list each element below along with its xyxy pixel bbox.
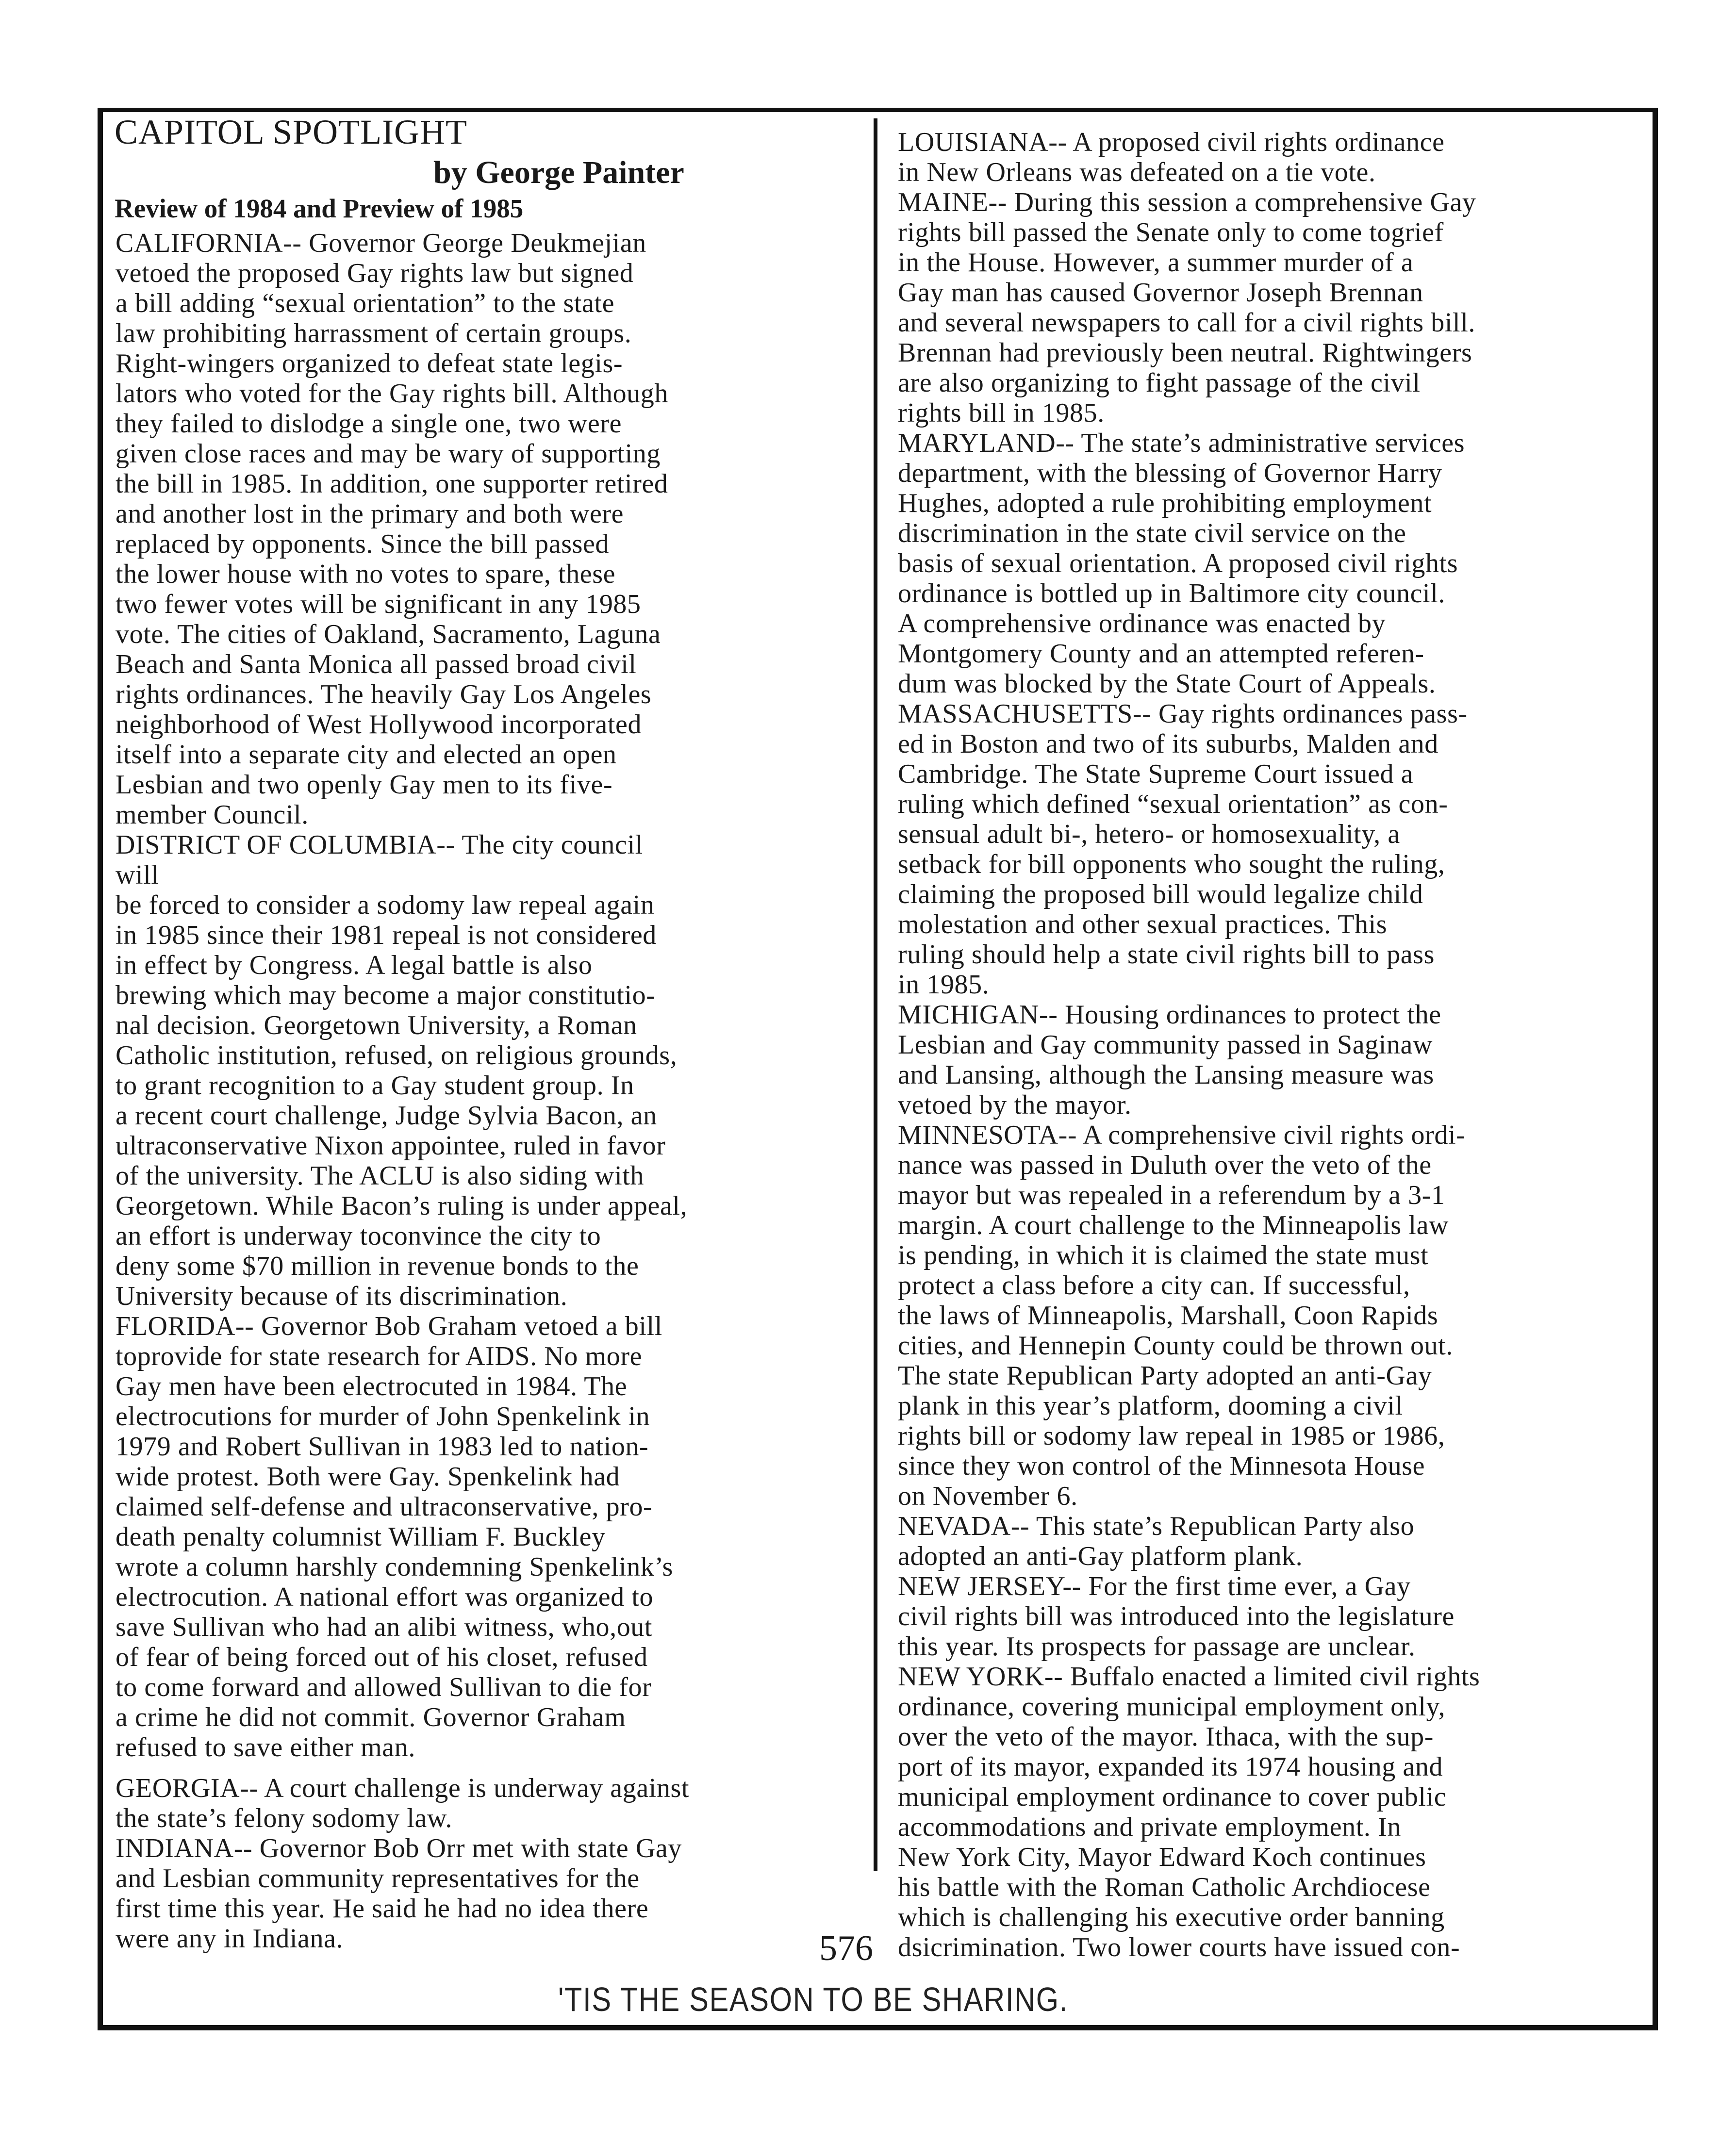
text-line: rights ordinances. The heavily Gay Los Angeles	[116, 679, 652, 709]
text-line: a bill adding “sexual orientation” to the state	[116, 288, 615, 318]
text-line: vetoed by the mayor.	[898, 1090, 1132, 1120]
text-line: be forced to consider a sodomy law repeal again	[116, 890, 655, 920]
text-line: University because of its discrimination.	[116, 1281, 568, 1311]
text-line: ultraconservative Nixon appointee, ruled in favor	[116, 1131, 666, 1161]
article-subhead: Review of 1984 and Preview of 1985	[115, 194, 524, 223]
author-byline: by George Painter	[433, 155, 684, 190]
text-line: cities, and Hennepin County could be thrown out.	[898, 1331, 1453, 1361]
text-line: MASSACHUSETTS-- Gay rights ordinances pass-	[898, 699, 1468, 729]
text-line: plank in this year’s platform, dooming a civil	[898, 1391, 1403, 1421]
text-line: of the university. The ACLU is also siding with	[116, 1161, 645, 1191]
text-line: of fear of being forced out of his closet, refused	[116, 1642, 648, 1672]
text-line: Beach and Santa Monica all passed broad civil	[116, 649, 637, 679]
text-line: ed in Boston and two of its suburbs, Malden and	[898, 729, 1438, 759]
text-line: rights bill in 1985.	[898, 398, 1105, 428]
text-line: basis of sexual orientation. A proposed civil rights	[898, 548, 1458, 578]
text-line: 1979 and Robert Sullivan in 1983 led to nation-	[116, 1432, 649, 1462]
text-line: will	[116, 860, 159, 890]
text-line: Lesbian and two openly Gay men to its five-	[116, 770, 613, 800]
text-line: and Lansing, although the Lansing measure was	[898, 1060, 1434, 1090]
text-line: first time this year. He said he had no idea there	[116, 1894, 649, 1924]
text-line: protect a class before a city can. If successful,	[898, 1270, 1410, 1301]
text-line: Lesbian and Gay community passed in Saginaw	[898, 1030, 1433, 1060]
text-line: margin. A court challenge to the Minneapolis law	[898, 1210, 1449, 1240]
text-line: a crime he did not commit. Governor Graham	[116, 1702, 626, 1732]
text-line: Catholic institution, refused, on religious grounds,	[116, 1040, 678, 1071]
text-line: death penalty columnist William F. Buckley	[116, 1522, 606, 1552]
text-line: the lower house with no votes to spare, these	[116, 559, 616, 589]
text-line: they failed to dislodge a single one, two were	[116, 409, 622, 439]
text-line: ruling should help a state civil rights bill to pass	[898, 939, 1435, 970]
text-line: electrocution. A national effort was organized to	[116, 1582, 654, 1612]
text-line: Montgomery County and an attempted referen-	[898, 639, 1424, 669]
text-line: vetoed the proposed Gay rights law but signed	[116, 258, 634, 288]
text-line: Brennan had previously been neutral. Rightwingers	[898, 338, 1472, 368]
text-line: The state Republican Party adopted an anti-Gay	[898, 1361, 1432, 1391]
text-line: NEVADA-- This state’s Republican Party also	[898, 1511, 1415, 1541]
text-line: wrote a column harshly condemning Spenkelink’s	[116, 1552, 673, 1582]
text-line: given close races and may be wary of supporting	[116, 439, 661, 469]
text-line: and several newspapers to call for a civil rights bill.	[898, 308, 1475, 338]
text-line: law prohibiting harrassment of certain groups.	[116, 318, 632, 348]
text-line: claiming the proposed bill would legalize child	[898, 879, 1423, 909]
text-line: is pending, in which it is claimed the state must	[898, 1240, 1429, 1270]
text-line: which is challenging his executive order banning	[898, 1902, 1445, 1932]
text-line: Gay men have been electrocuted in 1984. The	[116, 1371, 628, 1401]
text-line: discrimination in the state civil service on the	[898, 518, 1406, 548]
text-line: wide protest. Both were Gay. Spenkelink had	[116, 1462, 620, 1492]
text-line: since they won control of the Minnesota House	[898, 1451, 1425, 1481]
text-line: Georgetown. While Bacon’s ruling is under appeal,	[116, 1191, 688, 1221]
text-line: were any in Indiana.	[116, 1924, 344, 1954]
right-column	[898, 127, 1480, 1962]
text-line: refused to save either man.	[116, 1732, 415, 1763]
text-line: MAINE-- During this session a comprehensive Gay	[898, 187, 1476, 217]
text-line: the state’s felony sodomy law.	[116, 1803, 453, 1833]
text-line: CALIFORNIA-- Governor George Deukmejian	[116, 228, 646, 258]
text-line: in 1985 since their 1981 repeal is not considered	[116, 920, 657, 950]
text-line: replaced by opponents. Since the bill passed	[116, 529, 610, 559]
text-line: lators who voted for the Gay rights bill. Although	[116, 379, 668, 409]
text-line: GEORGIA-- A court challenge is underway against	[116, 1773, 690, 1803]
text-line: rights bill passed the Senate only to come togrief	[898, 217, 1444, 247]
text-line: INDIANA-- Governor Bob Orr met with state Gay	[116, 1833, 682, 1863]
text-line: NEW YORK-- Buffalo enacted a limited civil rights	[898, 1662, 1480, 1692]
text-line: ordinance is bottled up in Baltimore city council.	[898, 578, 1445, 609]
text-line: save Sullivan who had an alibi witness, who,out	[116, 1612, 653, 1642]
text-line: deny some $70 million in revenue bonds to the	[116, 1251, 639, 1281]
text-line: civil rights bill was introduced into the legislature	[898, 1601, 1455, 1631]
paragraph-gap	[116, 1763, 689, 1773]
text-line: on November 6.	[898, 1481, 1078, 1511]
text-line: department, with the blessing of Governor Harry	[898, 458, 1442, 488]
text-line: electrocutions for murder of John Spenkelink in	[116, 1401, 650, 1432]
text-line: brewing which may become a major constitutio-	[116, 980, 656, 1010]
text-line: Cambridge. The State Supreme Court issued a	[898, 759, 1414, 789]
text-line: member Council.	[116, 800, 309, 830]
text-line: ruling which defined “sexual orientation” as con-	[898, 789, 1448, 819]
text-line: municipal employment ordinance to cover public	[898, 1782, 1447, 1812]
article-title: CAPITOL SPOTLIGHT	[115, 113, 468, 151]
text-line: a recent court challenge, Judge Sylvia Bacon, an	[116, 1101, 657, 1131]
text-line: LOUISIANA-- A proposed civil rights ordinance	[898, 127, 1445, 157]
text-line: ordinance, covering municipal employment only,	[898, 1692, 1446, 1722]
text-line: toprovide for state research for AIDS. No more	[116, 1341, 643, 1371]
text-line: dum was blocked by the State Court of Appeals.	[898, 669, 1436, 699]
text-line: setback for bill opponents who sought the ruling,	[898, 849, 1445, 879]
text-line: itself into a separate city and elected an open	[116, 740, 617, 770]
text-line: sensual adult bi-, hetero- or homosexuality, a	[898, 819, 1400, 849]
text-line: in 1985.	[898, 970, 990, 1000]
text-line: and Lesbian community representatives for the	[116, 1863, 640, 1894]
text-line: Gay man has caused Governor Joseph Brennan	[898, 278, 1423, 308]
text-line: this year. Its prospects for passage are unclear.	[898, 1631, 1416, 1662]
text-line: nance was passed in Duluth over the veto of the	[898, 1150, 1432, 1180]
text-line: and another lost in the primary and both were	[116, 499, 624, 529]
text-line: mayor but was repealed in a referendum by a 3-1	[898, 1180, 1445, 1210]
text-line: nal decision. Georgetown University, a Roman	[116, 1010, 637, 1040]
column-divider	[874, 118, 877, 1871]
text-line: Right-wingers organized to defeat state legis-	[116, 348, 623, 379]
text-line: A comprehensive ordinance was enacted by	[898, 609, 1386, 639]
text-line: NEW JERSEY-- For the first time ever, a Gay	[898, 1571, 1411, 1601]
page-number: 576	[819, 1928, 873, 1968]
text-line: vote. The cities of Oakland, Sacramento, Laguna	[116, 619, 661, 649]
text-line: the bill in 1985. In addition, one supporter retired	[116, 469, 668, 499]
text-line: two fewer votes will be significant in any 1985	[116, 589, 641, 619]
text-line: port of its mayor, expanded its 1974 housing and	[898, 1752, 1443, 1782]
text-line: New York City, Mayor Edward Koch continues	[898, 1842, 1426, 1872]
text-line: accommodations and private employment. In	[898, 1812, 1401, 1842]
text-line: claimed self-defense and ultraconservative, pro-	[116, 1492, 653, 1522]
text-line: an effort is underway toconvince the city to	[116, 1221, 601, 1251]
text-line: molestation and other sexual practices. This	[898, 909, 1388, 939]
text-line: MARYLAND-- The state’s administrative services	[898, 428, 1465, 458]
text-line: in the House. However, a summer murder of a	[898, 247, 1414, 278]
text-line: DISTRICT OF COLUMBIA-- The city council	[116, 830, 643, 860]
text-line: are also organizing to fight passage of the civil	[898, 368, 1421, 398]
text-line: rights bill or sodomy law repeal in 1985 or 1986,	[898, 1421, 1445, 1451]
text-line: MINNESOTA-- A comprehensive civil rights ordi-	[898, 1120, 1466, 1150]
text-line: to come forward and allowed Sullivan to die for	[116, 1672, 652, 1702]
text-line: in effect by Congress. A legal battle is also	[116, 950, 593, 980]
text-line: MICHIGAN-- Housing ordinances to protect the	[898, 1000, 1441, 1030]
text-line: to grant recognition to a Gay student group. In	[116, 1071, 634, 1101]
text-line: in New Orleans was defeated on a tie vote.	[898, 157, 1376, 187]
text-line: his battle with the Roman Catholic Archdiocese	[898, 1872, 1431, 1902]
text-line: Hughes, adopted a rule prohibiting employment	[898, 488, 1432, 518]
text-line: over the veto of the mayor. Ithaca, with the sup-	[898, 1722, 1434, 1752]
footer-slogan: 'TIS THE SEASON TO BE SHARING.	[558, 1980, 1068, 2018]
text-line: neighborhood of West Hollywood incorporated	[116, 709, 642, 740]
text-line: the laws of Minneapolis, Marshall, Coon Rapids	[898, 1301, 1438, 1331]
text-line: adopted an anti-Gay platform plank.	[898, 1541, 1303, 1571]
text-line: dsicrimination. Two lower courts have issued con-	[898, 1932, 1460, 1962]
left-column	[116, 228, 689, 1954]
text-line: FLORIDA-- Governor Bob Graham vetoed a bill	[116, 1311, 662, 1341]
